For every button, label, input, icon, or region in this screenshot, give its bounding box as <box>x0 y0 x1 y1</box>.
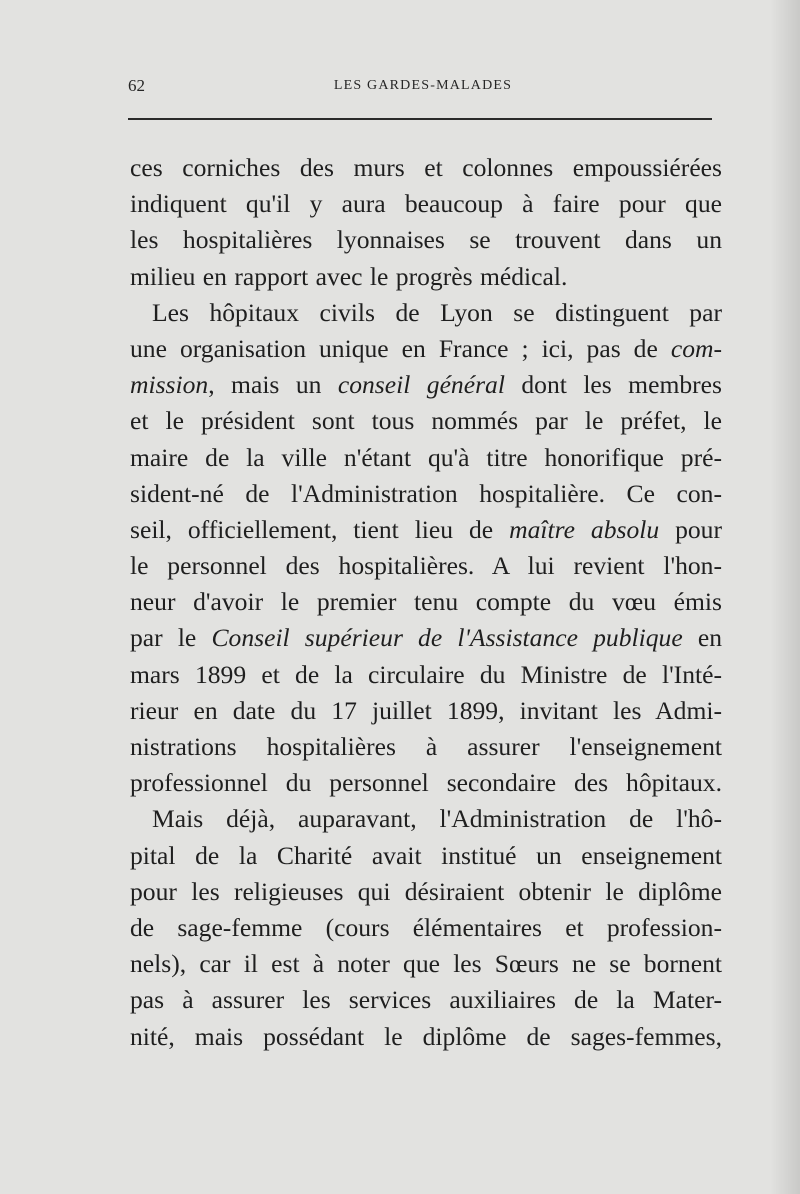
text-line: sident-né de l'Administration hospitalière. Ce con- <box>130 478 722 508</box>
text-line: indiquent qu'il y aura beaucoup à faire pour que <box>130 189 722 219</box>
text-line: rieur en date du 17 juillet 1899, invitant les Admi- <box>130 695 722 725</box>
text-line <box>130 331 722 367</box>
text-run: par le <box>130 623 212 653</box>
paragraph-start-line: Mais déjà, auparavant, l'Administration de l'hô- <box>152 804 722 834</box>
text-line <box>130 367 722 403</box>
paragraph-start-line: Les hôpitaux civils de Lyon se distinguent par <box>152 297 722 327</box>
italic-text: mission <box>130 370 209 400</box>
text-line: pital de la Charité avait institué un enseignement <box>130 840 722 870</box>
text-line: le personnel des hospitalières. A lui revient l'hon- <box>130 551 722 581</box>
text-run: en <box>682 623 723 653</box>
text-line: pas à assurer les services auxiliaires de la Mater- <box>130 985 722 1015</box>
text-line: maire de la ville n'étant qu'à titre honorifique pré- <box>130 442 722 472</box>
text-line <box>130 620 722 656</box>
page-edge-shadow <box>770 0 800 1194</box>
text-line: nité, mais possédant le diplôme de sages-femmes, <box>130 1021 722 1051</box>
text-run: , mais un <box>208 370 338 400</box>
text-line: de sage-femme (cours élémentaires et profession- <box>130 912 722 942</box>
text-line: professionnel du personnel secondaire des hôpitaux. <box>130 768 722 798</box>
italic-text: maître absolu <box>509 514 660 544</box>
header-rule <box>128 118 712 120</box>
text-line <box>130 512 722 548</box>
italic-text: conseil général <box>337 370 505 400</box>
body-text <box>130 150 722 1055</box>
text-line: nistrations hospitalières à assurer l'enseignement <box>130 732 722 761</box>
text-run: seil, officiellement, tient lieu de <box>130 514 510 544</box>
page-header <box>128 76 718 100</box>
text-line: les hospitalières lyonnaises se trouvent dans un <box>130 225 722 255</box>
text-line: mars 1899 et de la circulaire du Ministre de l'Inté- <box>130 659 722 689</box>
text-run: dont les membres <box>504 370 722 400</box>
text-run: une organisation unique en France ; ici, pas de <box>130 333 671 363</box>
page-number: 62 <box>128 76 145 95</box>
text-line: neur d'avoir le premier tenu compte du vœu émis <box>130 587 722 617</box>
text-run: pour <box>659 514 722 544</box>
text-line: ces corniches des murs et colonnes empoussiérées <box>130 153 722 182</box>
running-title: LES GARDES-MALADES <box>333 78 513 93</box>
text-line: milieu en rapport avec le progrès médical. <box>130 261 568 291</box>
italic-text: com- <box>670 333 722 363</box>
text-line: pour les religieuses qui désiraient obtenir le diplôme <box>130 876 722 906</box>
text-line: nels), car il est à noter que les Sœurs ne se bornent <box>130 949 722 979</box>
text-line: et le président sont tous nommés par le préfet, le <box>130 406 722 436</box>
italic-text: Conseil supérieur de l'Assistance publique <box>211 623 683 653</box>
